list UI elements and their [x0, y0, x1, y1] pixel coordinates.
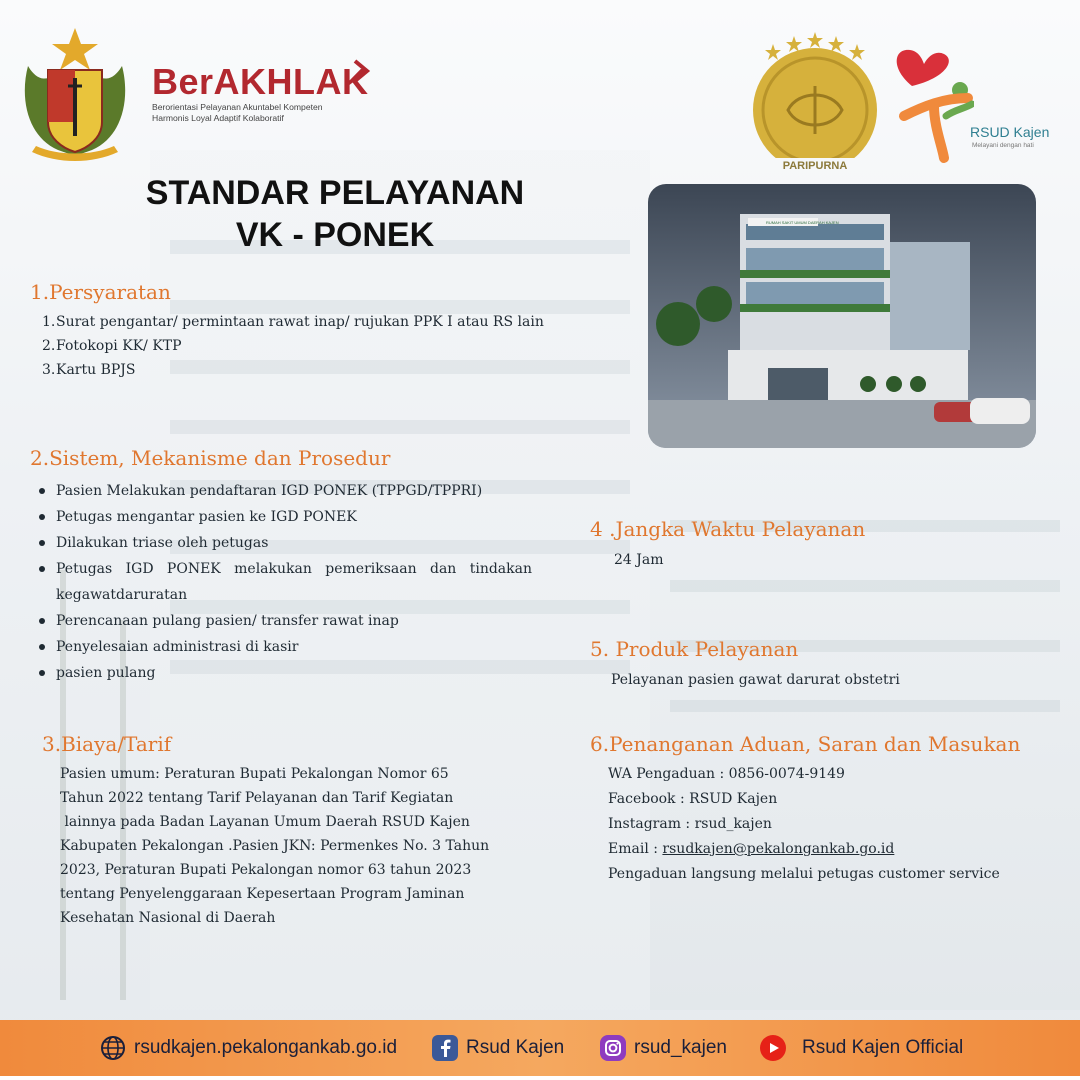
heading-jangka-waktu: 4 .Jangka Waktu Pelayanan [590, 517, 866, 541]
rsud-kajen-slogan: Melayani dengan hati [972, 142, 1034, 149]
instagram-contact: Instagram : rsud_kajen [608, 816, 772, 832]
heading-produk: 5. Produk Pelayanan [590, 637, 799, 661]
list-item: pasien pulang [36, 660, 532, 686]
email-link[interactable]: rsudkajen@pekalongankab.go.id [662, 841, 895, 857]
list-item: Petugas IGD PONEK melakukan pemeriksaan dan tindakan kegawatdaruratan [36, 556, 532, 608]
pengaduan-langsung: Pengaduan langsung melalui petugas customer service [608, 866, 1000, 882]
hospital-building-photo [648, 184, 1036, 448]
berakhlak-tagline-1: Berorientasi Pelayanan Akuntabel Kompeten [152, 102, 323, 112]
bottom-strip [0, 1076, 1080, 1080]
heading-persyaratan: 1.Persyaratan [30, 280, 171, 304]
wa-pengaduan: WA Pengaduan : 0856-0074-9149 [608, 766, 845, 782]
berakhlak-tagline-2: Harmonis Loyal Adaptif Kolaboratif [152, 113, 284, 123]
facebook-contact: Facebook : RSUD Kajen [608, 791, 778, 807]
list-item: Pasien Melakukan pendaftaran IGD PONEK (TPPGD/TPPRI) [36, 478, 532, 504]
list-item: 3. Kartu BPJS [42, 362, 136, 378]
heading-prosedur: 2.Sistem, Mekanisme dan Prosedur [30, 446, 391, 470]
footer-youtube[interactable]: Rsud Kajen Official [760, 1034, 963, 1062]
list-item: Dilakukan triase oleh petugas [36, 530, 532, 556]
building-sign-text: RUMAH SAKIT UMUM DAERAH KAJEN [766, 220, 839, 225]
instagram-icon [600, 1035, 626, 1061]
footer-instagram[interactable]: rsud_kajen [600, 1034, 727, 1062]
berakhlak-word: BerAKHLAK [152, 61, 369, 102]
facebook-icon [432, 1035, 458, 1061]
youtube-icon [760, 1035, 786, 1061]
list-item: 1. Surat pengantar/ permintaan rawat inap/ rujukan PPK I atau RS lain [42, 314, 544, 330]
footer-website[interactable]: rsudkajen.pekalongankab.go.id [100, 1034, 397, 1062]
prosedur-list [36, 478, 532, 686]
globe-icon [100, 1035, 126, 1061]
list-item: Petugas mengantar pasien ke IGD PONEK [36, 504, 532, 530]
biaya-text: Pasien umum: Peraturan Bupati Pekalongan Nomor 65 Tahun 2022 tentang Tarif Pelayanan dan Tarif Kegiatan lainnya pada Badan Layanan Umum Daerah RSUD Kajen Kabupaten Pekalongan .Pasien JKN: Permenkes No. 3 Tahun 2023, Peraturan Bupati Pekalongan nomor 63 tahun 2023 tentang Penyelenggaraan Kepesertaan Program Jaminan Kesehatan Nasional di Daerah [60, 766, 490, 926]
paripurna-accreditation-seal [748, 30, 882, 178]
rsud-kajen-logo [884, 46, 1080, 166]
title-line-1: STANDAR PELAYANAN [145, 174, 525, 212]
footer-bar [0, 1020, 1080, 1076]
title-line-2: VK - PONEK [235, 216, 435, 254]
email-contact: Email : rsudkajen@pekalongankab.go.id [608, 841, 895, 857]
jangka-waktu-value: 24 Jam [614, 552, 664, 568]
heading-biaya: 3.Biaya/Tarif [42, 732, 172, 756]
rsud-kajen-name: RSUD Kajen [970, 124, 1050, 140]
chevron-right-icon [352, 58, 372, 84]
heading-aduan: 6.Penanganan Aduan, Saran dan Masukan [590, 732, 1021, 756]
persyaratan-list [38, 310, 562, 382]
berakhlak-logo [152, 62, 372, 142]
produk-value: Pelayanan pasien gawat darurat obstetri [611, 672, 900, 688]
footer-facebook[interactable]: Rsud Kajen [432, 1034, 564, 1062]
page-title [110, 172, 560, 256]
list-item: Perencanaan pulang pasien/ transfer rawat inap [36, 608, 532, 634]
paripurna-label: PARIPURNA [782, 160, 848, 172]
list-item: Penyelesaian administrasi di kasir [36, 634, 532, 660]
aduan-contacts [608, 762, 1000, 887]
list-item: 2. Fotokopi KK/ KTP [42, 338, 182, 354]
kabupaten-pekalongan-emblem [18, 26, 132, 164]
